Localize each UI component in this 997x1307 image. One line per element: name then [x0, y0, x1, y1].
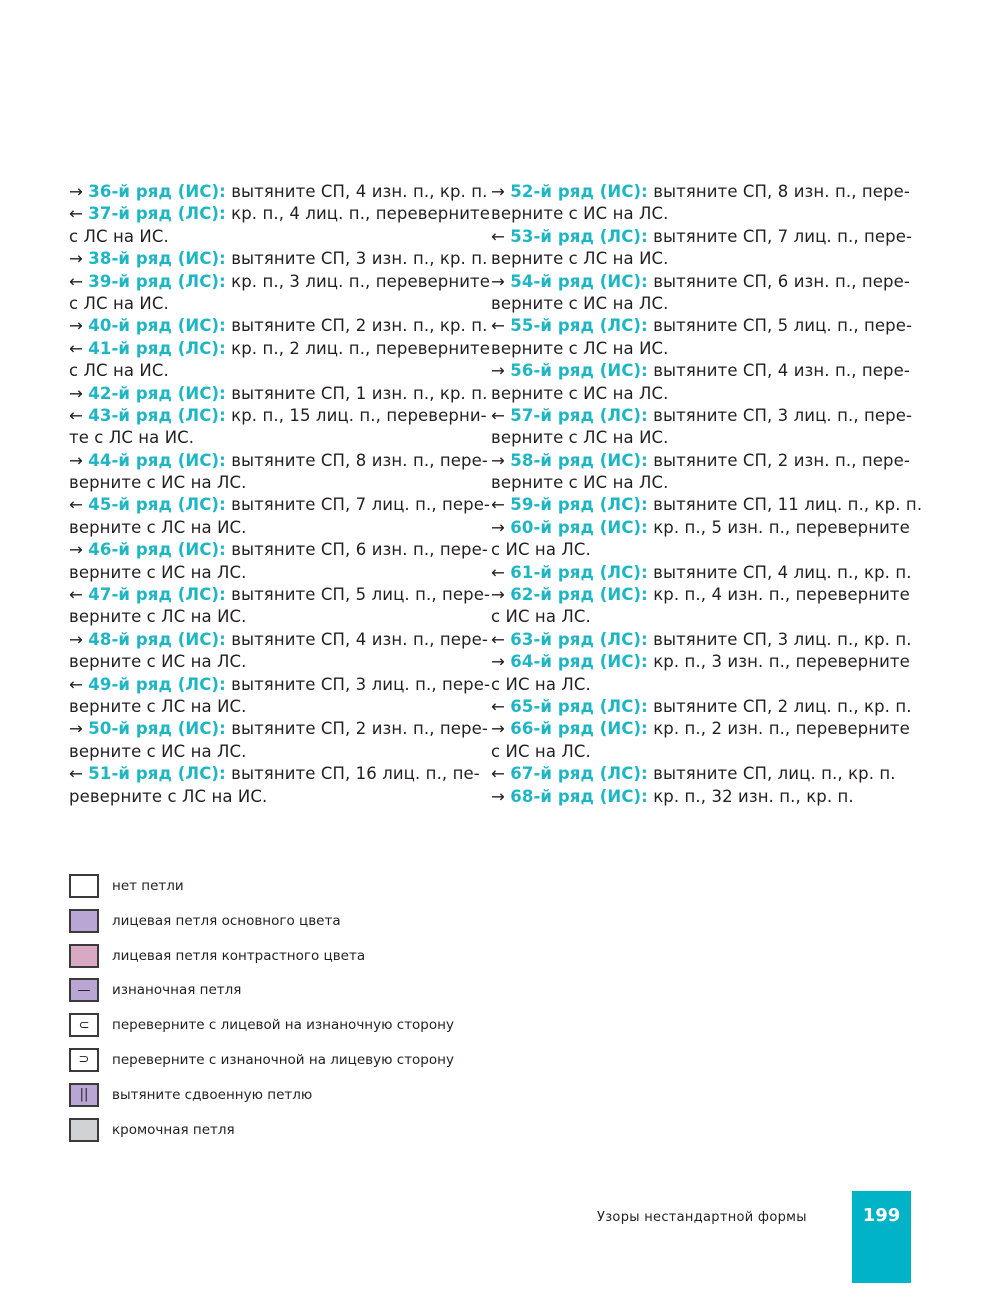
instruction-text: вытяните СП, 2 изн. п., кр. п. [225, 316, 488, 336]
row-label: 66-й ряд (ИС): [510, 719, 648, 739]
instruction-text: вытяните СП, 3 изн. п., кр. п. [225, 249, 488, 269]
instruction-line [491, 427, 901, 449]
row-label: 65-й ряд (ЛС): [510, 696, 648, 716]
instruction-text: верните с ЛС на ИС. [491, 249, 669, 269]
instruction-line [69, 405, 487, 427]
row-label: 38-й ряд (ИС): [88, 249, 226, 269]
row-label: 61-й ряд (ЛС): [510, 562, 648, 582]
instruction-line [69, 248, 488, 270]
instruction-text: с ЛС на ИС. [69, 226, 169, 246]
instruction-text: ← [491, 629, 511, 649]
page-number-tab [852, 1191, 911, 1283]
instruction-line [491, 718, 910, 740]
instruction-text: вытяните СП, 8 изн. п., пере- [225, 450, 488, 470]
instruction-line [491, 651, 910, 673]
instruction-text: ← [491, 226, 511, 246]
instruction-text: ← [69, 495, 89, 515]
row-label: 64-й ряд (ИС): [510, 652, 648, 672]
row-label: 50-й ряд (ИС): [88, 719, 226, 739]
instruction-text: ← [69, 204, 89, 224]
row-label: 37-й ряд (ЛС): [88, 204, 226, 224]
row-label: 62-й ряд (ИС): [510, 585, 648, 605]
instruction-line [69, 338, 491, 360]
instruction-line [69, 517, 469, 539]
instruction-line [69, 472, 469, 494]
instruction-line [491, 271, 910, 293]
instruction-text: те с ЛС на ИС. [69, 428, 195, 448]
row-label: 44-й ряд (ИС): [88, 450, 226, 470]
instruction-text: вытяните СП, 1 изн. п., кр. п. [225, 383, 488, 403]
instruction-text: → [491, 786, 511, 806]
instruction-text: → [69, 450, 89, 470]
row-label: 39-й ряд (ЛС): [88, 271, 226, 291]
instruction-text: кр. п., 32 изн. п., кр. п. [647, 786, 854, 806]
knit-main-color-swatch-icon [69, 909, 99, 933]
instruction-line [491, 629, 912, 651]
instruction-line [69, 271, 491, 293]
instruction-line [69, 181, 488, 203]
row-label: 56-й ряд (ИС): [510, 361, 648, 381]
instruction-text: вытяните СП, 7 лиц. п., пере- [225, 495, 491, 515]
instruction-line [491, 741, 901, 763]
instructions-column-left [69, 181, 491, 808]
legend-label: переверните с лицевой на изнаночную сторону [112, 1017, 454, 1034]
instruction-text: верните с ЛС на ИС. [69, 607, 247, 627]
instruction-text: → [491, 450, 511, 470]
instruction-line [491, 405, 913, 427]
instruction-line [69, 651, 469, 673]
instruction-text: → [491, 585, 511, 605]
instruction-line [491, 383, 901, 405]
instruction-text: верните с ИС на ЛС. [69, 562, 247, 582]
page-number: 199 [862, 1205, 901, 1226]
row-label: 45-й ряд (ЛС): [88, 495, 226, 515]
instruction-text: → [69, 249, 89, 269]
instruction-line [69, 718, 488, 740]
instruction-text: с ЛС на ИС. [69, 293, 169, 313]
instruction-line [491, 517, 910, 539]
instruction-text: → [69, 629, 89, 649]
instruction-text: ← [491, 764, 511, 784]
legend-label: нет петли [112, 878, 184, 894]
instruction-text: ← [491, 696, 511, 716]
row-label: 53-й ряд (ЛС): [510, 226, 648, 246]
row-label: 54-й ряд (ИС): [510, 271, 648, 291]
instruction-text: ← [491, 495, 511, 515]
row-label: 58-й ряд (ИС): [510, 450, 648, 470]
instruction-text: кр. п., 5 изн. п., переверните [647, 517, 910, 537]
instruction-line [491, 203, 901, 225]
instruction-text: → [69, 182, 89, 201]
instruction-text: кр. п., 2 лиц. п., переверните [225, 338, 491, 358]
instruction-line [69, 203, 491, 225]
purl-stitch-swatch-icon: — [69, 978, 99, 1002]
instruction-text: с ИС на ЛС. [491, 741, 591, 761]
instruction-text: вытяните СП, 4 изн. п., кр. п. [225, 182, 488, 201]
instruction-line [69, 606, 469, 628]
section-title: Узоры нестандартной формы [597, 1210, 807, 1225]
instruction-text: → [491, 271, 511, 291]
row-label: 41-й ряд (ЛС): [88, 338, 226, 358]
instruction-text: вытяните СП, 3 лиц. п., пере- [647, 405, 913, 425]
instruction-line [69, 360, 469, 382]
row-label: 47-й ряд (ЛС): [88, 585, 226, 605]
instruction-text: верните с ИС на ЛС. [69, 741, 247, 761]
instruction-text: → [69, 316, 89, 336]
instruction-text: ← [69, 764, 89, 784]
instruction-line [491, 226, 913, 248]
instruction-text: вытяните СП, 8 изн. п., пере- [647, 182, 910, 201]
instruction-text: кр. п., 3 лиц. п., переверните [225, 271, 491, 291]
double-stitch-swatch-icon: || [69, 1083, 99, 1107]
instruction-line [69, 696, 469, 718]
instruction-line [69, 450, 488, 472]
instruction-line [491, 360, 910, 382]
row-label: 57-й ряд (ЛС): [510, 405, 648, 425]
knit-contrast-color-swatch-icon [69, 944, 99, 968]
edge-stitch-swatch-icon [69, 1118, 99, 1142]
instruction-text: вытяните СП, 3 лиц. п., кр. п. [647, 629, 912, 649]
instruction-text: верните с ЛС на ИС. [69, 696, 247, 716]
instruction-line [491, 696, 912, 718]
instruction-text: с ЛС на ИС. [69, 361, 169, 381]
instruction-text: вытяните СП, 7 лиц. п., пере- [647, 226, 913, 246]
instruction-text: ← [491, 562, 511, 582]
instruction-text: → [69, 540, 89, 560]
instruction-text: ← [69, 585, 89, 605]
instruction-line [491, 293, 901, 315]
instruction-text: верните с ИС на ЛС. [69, 473, 247, 493]
instruction-line [69, 539, 488, 561]
row-label: 48-й ряд (ИС): [88, 629, 226, 649]
row-label: 43-й ряд (ЛС): [88, 405, 226, 425]
instruction-text: верните с ЛС на ИС. [69, 517, 247, 537]
instruction-line [491, 472, 901, 494]
instruction-text: вытяните СП, 4 изн. п., пере- [225, 629, 488, 649]
row-label: 55-й ряд (ЛС): [510, 316, 648, 336]
instruction-line [69, 674, 491, 696]
instruction-text: реверните с ЛС на ИС. [69, 786, 268, 806]
instructions-column-right [491, 181, 923, 808]
row-label: 46-й ряд (ИС): [88, 540, 226, 560]
instruction-line [491, 674, 901, 696]
instruction-text: с ИС на ЛС. [491, 540, 591, 560]
instruction-text: верните с ЛС на ИС. [491, 338, 669, 358]
row-label: 63-й ряд (ЛС): [510, 629, 648, 649]
instruction-line [69, 786, 469, 808]
instruction-text: → [69, 383, 89, 403]
row-label: 59-й ряд (ЛС): [510, 495, 648, 515]
turn-is-to-ls-swatch-icon: ⊃ [69, 1048, 99, 1072]
instruction-line [69, 741, 469, 763]
legend-label: вытяните сдвоенную петлю [112, 1086, 313, 1103]
legend-label: лицевая петля контрастного цвета [112, 947, 366, 964]
instruction-text: верните с ЛС на ИС. [491, 428, 669, 448]
row-label: 51-й ряд (ЛС): [88, 764, 226, 784]
instruction-line [69, 315, 488, 337]
row-label: 52-й ряд (ИС): [510, 182, 648, 201]
instruction-line [491, 606, 901, 628]
instruction-text: кр. п., 2 изн. п., переверните [647, 719, 910, 739]
instruction-line [491, 786, 901, 808]
instruction-line [491, 539, 901, 561]
instruction-text: кр. п., 3 изн. п., переверните [647, 652, 910, 672]
instruction-line [69, 383, 488, 405]
instruction-line [69, 763, 480, 785]
instruction-line [69, 584, 491, 606]
instruction-text: вытяните СП, 2 изн. п., пере- [647, 450, 910, 470]
instruction-text: вытяните СП, 16 лиц. п., пе- [225, 764, 480, 784]
instruction-line [69, 629, 488, 651]
instruction-text: верните с ИС на ЛС. [491, 383, 669, 403]
legend-label: лицевая петля основного цвета [112, 912, 341, 929]
instruction-text: → [491, 182, 511, 201]
instruction-line [491, 763, 901, 785]
instruction-text: вытяните СП, 5 лиц. п., пере- [225, 585, 491, 605]
instruction-text: вытяните СП, 2 изн. п., пере- [225, 719, 488, 739]
instruction-text: с ИС на ЛС. [491, 674, 591, 694]
instruction-text: ← [69, 674, 89, 694]
instruction-text: верните с ИС на ЛС. [491, 473, 669, 493]
instruction-text: вытяните СП, 4 лиц. п., кр. п. [647, 562, 912, 582]
instruction-line [491, 181, 910, 203]
instruction-text: верните с ИС на ЛС. [491, 204, 669, 224]
row-label: 36-й ряд (ИС): [88, 182, 226, 201]
instruction-text: → [491, 719, 511, 739]
instruction-text: верните с ИС на ЛС. [69, 652, 247, 672]
instruction-line [491, 315, 913, 337]
instruction-text: вытяните СП, 6 изн. п., пере- [647, 271, 910, 291]
instruction-line [69, 293, 469, 315]
instruction-line [69, 494, 491, 516]
instruction-text: верните с ИС на ЛС. [491, 293, 669, 313]
instruction-text: вытяните СП, 3 лиц. п., пере- [225, 674, 491, 694]
instruction-text: вытяните СП, 4 изн. п., пере- [647, 361, 910, 381]
row-label: 68-й ряд (ИС): [510, 786, 648, 806]
legend-label: изнаночная петля [112, 982, 242, 999]
instruction-text: → [491, 652, 511, 672]
instruction-line [491, 248, 901, 270]
instruction-text: вытяните СП, 11 лиц. п., кр. п. [647, 495, 923, 515]
instruction-line [69, 226, 469, 248]
instruction-line [491, 494, 923, 516]
instruction-text: ← [491, 405, 511, 425]
instruction-line [491, 584, 910, 606]
instruction-text: вытяните СП, лиц. п., кр. п. [647, 764, 896, 784]
legend-label: переверните с изнаночной на лицевую сторону [112, 1051, 454, 1068]
instruction-text: вытяните СП, 5 лиц. п., пере- [647, 316, 913, 336]
instruction-line [491, 338, 901, 360]
instruction-text: → [491, 361, 511, 381]
instruction-text: ← [491, 316, 511, 336]
instruction-text: кр. п., 15 лиц. п., переверни- [225, 405, 487, 425]
instruction-line [69, 427, 469, 449]
legend-label: кромочная петля [112, 1121, 235, 1138]
row-label: 60-й ряд (ИС): [510, 517, 648, 537]
instruction-text: → [69, 719, 89, 739]
instruction-text: вытяните СП, 2 лиц. п., кр. п. [647, 696, 912, 716]
row-label: 49-й ряд (ЛС): [88, 674, 226, 694]
row-label: 42-й ряд (ИС): [88, 383, 226, 403]
instruction-text: кр. п., 4 лиц. п., переверните [225, 204, 491, 224]
instruction-text: вытяните СП, 6 изн. п., пере- [225, 540, 488, 560]
instruction-text: ← [69, 271, 89, 291]
instruction-text: → [491, 517, 511, 537]
row-label: 40-й ряд (ИС): [88, 316, 226, 336]
row-label: 67-й ряд (ЛС): [510, 764, 648, 784]
instruction-line [69, 562, 469, 584]
turn-ls-to-is-swatch-icon: ⊂ [69, 1013, 99, 1037]
instruction-text: с ИС на ЛС. [491, 607, 591, 627]
instruction-line [491, 450, 910, 472]
instruction-text: кр. п., 4 изн. п., переверните [647, 585, 910, 605]
instruction-text: ← [69, 405, 89, 425]
instruction-line [491, 562, 912, 584]
instruction-text: ← [69, 338, 89, 358]
no-stitch-swatch-icon [69, 874, 99, 898]
